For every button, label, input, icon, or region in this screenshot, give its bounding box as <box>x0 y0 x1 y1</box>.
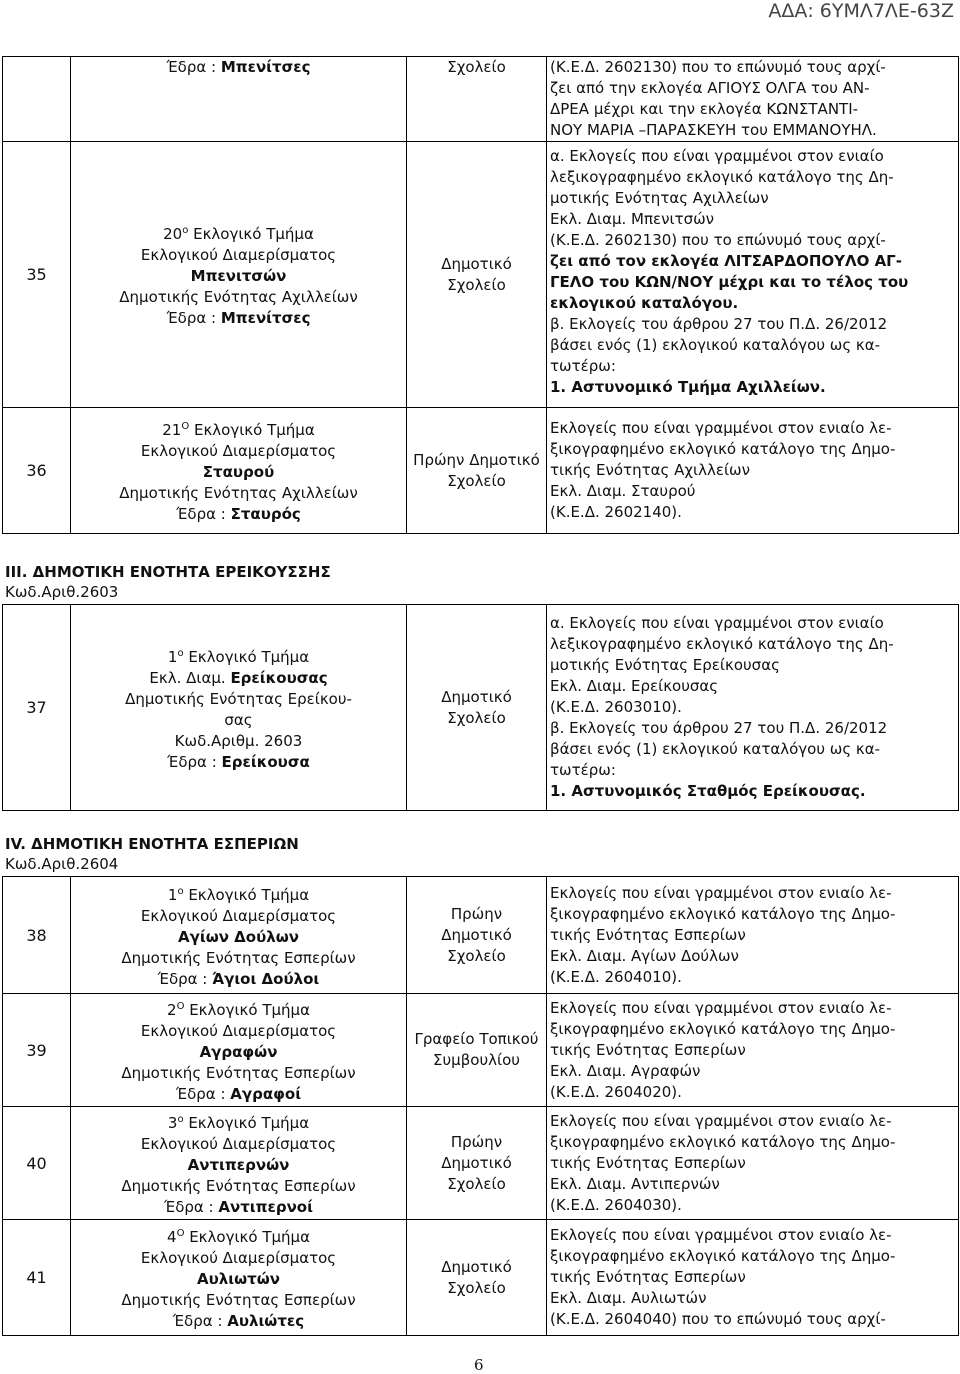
department-cell <box>71 142 407 408</box>
dept-code: Κωδ.Αριθμ. 2603 <box>174 731 303 750</box>
dept-line: σας <box>224 710 253 729</box>
row-number: 39 <box>3 994 71 1107</box>
voters-line: τικής Ενότητας Εσπερίων <box>550 1153 746 1172</box>
table-row <box>3 1220 959 1336</box>
table-row <box>3 994 959 1107</box>
voters-line: ξικογραφημένο εκλογικό κατάλογο της Δημο- <box>550 904 896 923</box>
voters-line: Εκλ. Διαμ. Αγίων Δούλων <box>550 946 739 965</box>
department-cell <box>71 408 407 534</box>
voters-line: ΔΡΕΑ μέχρι και την εκλογέα ΚΩΝΣΤΑΝΤΙ- <box>550 100 859 118</box>
dept-line: Δημοτικής Ενότητας Εσπερίων <box>121 1291 356 1309</box>
department-cell <box>71 994 407 1107</box>
voters-cell <box>547 605 959 811</box>
row-number: 40 <box>3 1107 71 1220</box>
place-cell <box>407 994 547 1107</box>
voters-line: τωτέρω: <box>550 357 616 375</box>
voters-line: τικής Ενότητας Εσπερίων <box>550 1040 746 1059</box>
dept-line: Εκλογικού Διαμερίσματος <box>140 1021 337 1040</box>
dept-line: Δημοτικής Ενότητας Εσπερίων <box>121 1176 356 1195</box>
place-text: Πρώην <box>450 1132 503 1151</box>
place-text: Σχολείο <box>447 471 506 490</box>
dept-title: Εκλογικό Τμήμα <box>183 885 310 904</box>
dept-line: Εκλογικού Διαμερίσματος <box>140 1249 337 1267</box>
seat-prefix: Έδρα : <box>166 58 221 76</box>
voters-line: Εκλογείς που είναι γραμμένοι στον ενιαίο λε- <box>550 998 892 1017</box>
ordinal-mark: Ο <box>181 421 190 432</box>
voters-line: εκλογικού καταλόγου. <box>550 294 739 312</box>
place-text: Δημοτικό <box>441 1257 512 1276</box>
dept-title: Εκλογικό Τμήμα <box>184 1228 310 1246</box>
place-text: Δημοτικό <box>441 1153 512 1172</box>
voters-line: Εκλ. Διαμ. Αντιπερνών <box>550 1174 720 1193</box>
voters-line: Εκλ. Διαμ. Ερείκουσας <box>550 677 719 695</box>
place-text: Σχολείο <box>447 275 506 294</box>
table-row <box>3 408 959 534</box>
voters-cell <box>547 1220 959 1336</box>
seat-prefix: Έδρα : <box>175 1084 231 1103</box>
place-text: Δημοτικό <box>441 254 512 273</box>
voters-cell <box>547 142 959 408</box>
dept-name: Αντιπερνών <box>187 1155 290 1174</box>
seat-name: Μπενίτσες <box>220 309 311 327</box>
dept-name: Αγίων Δούλων <box>178 927 299 946</box>
voters-line: ΓΕΛΟ του ΚΩΝ/ΝΟΥ μέχρι και το τέλος του <box>550 273 909 291</box>
dept-number: 20 <box>163 225 183 243</box>
voters-line: βάσει ενός (1) εκλογικού καταλόγου ως κα- <box>550 336 881 354</box>
dept-title: Εκλογικό Τμήμα <box>183 647 310 666</box>
voters-line: ξικογραφημένο εκλογικό κατάλογο της Δημο- <box>550 1247 896 1265</box>
place-cell <box>407 57 547 142</box>
dept-number: 1 <box>167 885 178 904</box>
voters-line: μοτικής Ενότητας Ερείκουσας <box>550 656 780 674</box>
place-text: Σχολείο <box>447 708 506 727</box>
dept-line: Εκλογικού Διαμερίσματος <box>140 246 337 264</box>
place-text: Σχολείο <box>447 1278 506 1297</box>
row-number: 35 <box>3 142 71 408</box>
place-text: Πρώην Δημοτικό <box>413 450 540 469</box>
voters-line: λεξικογραφημένο εκλογικό κατάλογο της Δη- <box>550 635 894 653</box>
dept-title: Εκλογικό Τμήμα <box>183 1113 310 1132</box>
voters-line: Εκλ. Διαμ. Σταυρού <box>550 482 696 500</box>
voters-line: Εκλογείς που είναι γραμμένοι στον ενιαίο λε- <box>550 419 892 437</box>
voters-line: (Κ.Ε.Δ. 2602140). <box>550 503 682 521</box>
voters-line: (Κ.Ε.Δ. 2604040) που το επώνυμό τους αρχί- <box>550 1310 886 1328</box>
dept-line: Δημοτικής Ενότητας Ερείκου- <box>125 689 352 708</box>
place-text: Συμβουλίου <box>433 1051 520 1069</box>
place-cell <box>407 408 547 534</box>
voters-cell <box>547 1107 959 1220</box>
voters-cell <box>547 57 959 142</box>
voters-line: α. Εκλογείς που είναι γραμμένοι στον ενιαίο <box>550 147 884 165</box>
table-row <box>3 57 959 142</box>
seat-prefix: Έδρα : <box>164 1197 219 1216</box>
seat-prefix: Έδρα : <box>167 752 222 771</box>
ordinal-mark: ο <box>177 647 184 659</box>
place-text: Πρώην <box>450 904 503 923</box>
section-title: ΙV. ΔΗΜΟΤΙΚΗ ΕΝΟΤΗΤΑ ΕΣΠΕΡΙΩΝ <box>5 835 299 853</box>
seat-name: Σταυρός <box>230 505 301 523</box>
dept-line: Δημοτικής Ενότητας Εσπερίων <box>121 948 356 967</box>
table-row <box>3 1107 959 1220</box>
voters-cell <box>547 877 959 994</box>
voters-line: (Κ.Ε.Δ. 2604030). <box>550 1195 682 1214</box>
section-heading <box>5 562 331 602</box>
dept-line: Δημοτικής Ενότητας Εσπερίων <box>121 1063 356 1082</box>
voters-line: β. Εκλογείς του άρθρου 27 του Π.Δ. 26/2012 <box>550 315 888 333</box>
voters-line: τικής Ενότητας Εσπερίων <box>550 925 746 944</box>
place-text: Σχολείο <box>447 946 506 965</box>
seat-name: Αντιπερνοί <box>218 1197 313 1216</box>
dept-line: Δημοτικής Ενότητας Αχιλλείων <box>119 484 358 502</box>
row-number: 36 <box>3 408 71 534</box>
section-heading <box>5 834 299 874</box>
voters-line: λεξικογραφημένο εκλογικό κατάλογο της Δη- <box>550 168 894 186</box>
table-row <box>3 877 959 994</box>
section-code: Κωδ.Αριθ.2604 <box>5 855 119 873</box>
dept-number: 21 <box>162 421 182 439</box>
voters-line: (Κ.Ε.Δ. 2604010). <box>550 967 682 986</box>
dept-number: 1 <box>167 647 178 666</box>
voters-line: ζει από την εκλογέα ΑΓΙΟΥΣ ΟΛΓΑ του ΑΝ- <box>550 79 870 97</box>
voters-line: Εκλ. Διαμ. Αγραφών <box>550 1061 701 1080</box>
dept-name: Αυλιωτών <box>197 1270 280 1288</box>
voters-line: (Κ.Ε.Δ. 2602130) που το επώνυμό τους αρχί- <box>550 58 886 76</box>
voters-cell <box>547 408 959 534</box>
dept-number: 2 <box>167 1000 177 1019</box>
voters-line: ξικογραφημένο εκλογικό κατάλογο της Δημο- <box>550 440 896 458</box>
dept-name: Αγραφών <box>199 1042 278 1061</box>
voters-line: Εκλ. Διαμ. Μπενιτσών <box>550 210 715 228</box>
voters-line: Εκλογείς που είναι γραμμένοι στον ενιαίο λε- <box>550 1111 892 1130</box>
place-text: Δημοτικό <box>441 925 512 944</box>
seat-prefix: Έδρα : <box>176 505 231 523</box>
dept-number: 4 <box>167 1228 177 1246</box>
dept-line: Εκλογικού Διαμερίσματος <box>140 1134 337 1153</box>
dept-name: Σταυρού <box>202 463 275 481</box>
voters-line: β. Εκλογείς του άρθρου 27 του Π.Δ. 26/2012 <box>550 719 888 737</box>
voters-line: τικής Ενότητας Εσπερίων <box>550 1268 746 1286</box>
voters-line: 1. Αστυνομικός Σταθμός Ερείκουσας. <box>550 782 866 800</box>
dept-title: Εκλογικό Τμήμα <box>188 225 314 243</box>
seat-name: Άγιοι Δούλοι <box>212 969 320 988</box>
dept-line: Εκλ. Διαμ. <box>149 668 231 687</box>
ordinal-mark: Ο <box>176 1000 185 1012</box>
dept-name: Ερείκουσας <box>230 668 328 687</box>
ordinal-mark: ο <box>177 1113 184 1125</box>
department-cell <box>71 1220 407 1336</box>
dept-name: Μπενιτσών <box>190 267 287 285</box>
department-cell <box>71 605 407 811</box>
place-text: Δημοτικό <box>441 687 512 706</box>
seat-prefix: Έδρα : <box>172 1312 228 1330</box>
ordinal-mark: Ο <box>176 1228 185 1239</box>
voters-line: Εκλογείς που είναι γραμμένοι στον ενιαίο λε- <box>550 883 892 902</box>
voters-line: μοτικής Ενότητας Αχιλλείων <box>550 189 769 207</box>
row-number: 38 <box>3 877 71 994</box>
place-cell <box>407 605 547 811</box>
department-cell <box>71 877 407 994</box>
place-text: Σχολείο <box>447 58 506 76</box>
voters-line: τωτέρω: <box>550 761 616 779</box>
dept-line: Εκλογικού Διαμερίσματος <box>140 442 337 460</box>
voters-line: (Κ.Ε.Δ. 2603010). <box>550 698 682 716</box>
table-esperion <box>2 876 959 1336</box>
voters-line: ξικογραφημένο εκλογικό κατάλογο της Δημο- <box>550 1019 896 1038</box>
section-code: Κωδ.Αριθ.2603 <box>5 583 119 601</box>
dept-line: Εκλογικού Διαμερίσματος <box>140 906 337 925</box>
document-code: ΑΔΑ: 6ΥΜΛ7ΛΕ-63Ζ <box>768 0 954 22</box>
voters-line: τικής Ενότητας Αχιλλείων <box>550 461 750 479</box>
voters-line: Εκλ. Διαμ. Αυλιωτών <box>550 1289 707 1307</box>
table-achilleion <box>2 56 959 534</box>
voters-line: ΝΟΥ ΜΑΡΙΑ –ΠΑΡΑΣΚΕΥΗ του ΕΜΜΑΝΟΥΗΛ. <box>550 121 877 139</box>
place-cell <box>407 877 547 994</box>
seat-name: Ερείκουσα <box>221 752 310 771</box>
dept-number: 3 <box>167 1113 178 1132</box>
place-cell <box>407 1220 547 1336</box>
section-title: ΙΙΙ. ΔΗΜΟΤΙΚΗ ΕΝΟΤΗΤΑ ΕΡΕΙΚΟΥΣΣΗΣ <box>5 563 331 581</box>
ordinal-mark: ο <box>177 885 184 897</box>
seat-name: Αγραφοί <box>230 1084 302 1103</box>
voters-line: (Κ.Ε.Δ. 2602130) που το επώνυμό τους αρχί- <box>550 231 886 249</box>
dept-title: Εκλογικό Τμήμα <box>189 421 315 439</box>
table-row <box>3 142 959 408</box>
seat-name: Μπενίτσες <box>220 58 311 76</box>
seat-name: Αυλιώτες <box>227 1312 305 1330</box>
row-num-cell <box>3 57 71 142</box>
voters-line: βάσει ενός (1) εκλογικού καταλόγου ως κα- <box>550 740 881 758</box>
page-number: 6 <box>474 1356 484 1374</box>
table-row <box>3 605 959 811</box>
row-number: 37 <box>3 605 71 811</box>
voters-line: ζει από τον εκλογέα ΛΙΤΣΑΡΔΟΠΟΥΛΟ ΑΓ- <box>550 252 902 270</box>
seat-prefix: Έδρα : <box>157 969 213 988</box>
dept-title: Εκλογικό Τμήμα <box>184 1000 310 1019</box>
voters-line: 1. Αστυνομικό Τμήμα Αχιλλείων. <box>550 378 826 396</box>
place-text: Σχολείο <box>447 1174 506 1193</box>
ordinal-mark: ο <box>182 225 189 236</box>
department-cell <box>71 1107 407 1220</box>
voters-line: (Κ.Ε.Δ. 2604020). <box>550 1082 682 1101</box>
place-text: Γραφείο Τοπικού <box>414 1030 539 1048</box>
seat-cell <box>71 57 407 142</box>
voters-line: Εκλογείς που είναι γραμμένοι στον ενιαίο λε- <box>550 1226 892 1244</box>
voters-line: ξικογραφημένο εκλογικό κατάλογο της Δημο- <box>550 1132 896 1151</box>
seat-prefix: Έδρα : <box>166 309 221 327</box>
voters-cell <box>547 994 959 1107</box>
place-cell <box>407 1107 547 1220</box>
place-cell <box>407 142 547 408</box>
voters-line: α. Εκλογείς που είναι γραμμένοι στον ενιαίο <box>550 614 884 632</box>
table-ereikoussa <box>2 604 959 811</box>
row-number: 41 <box>3 1220 71 1336</box>
dept-line: Δημοτικής Ενότητας Αχιλλείων <box>119 288 358 306</box>
